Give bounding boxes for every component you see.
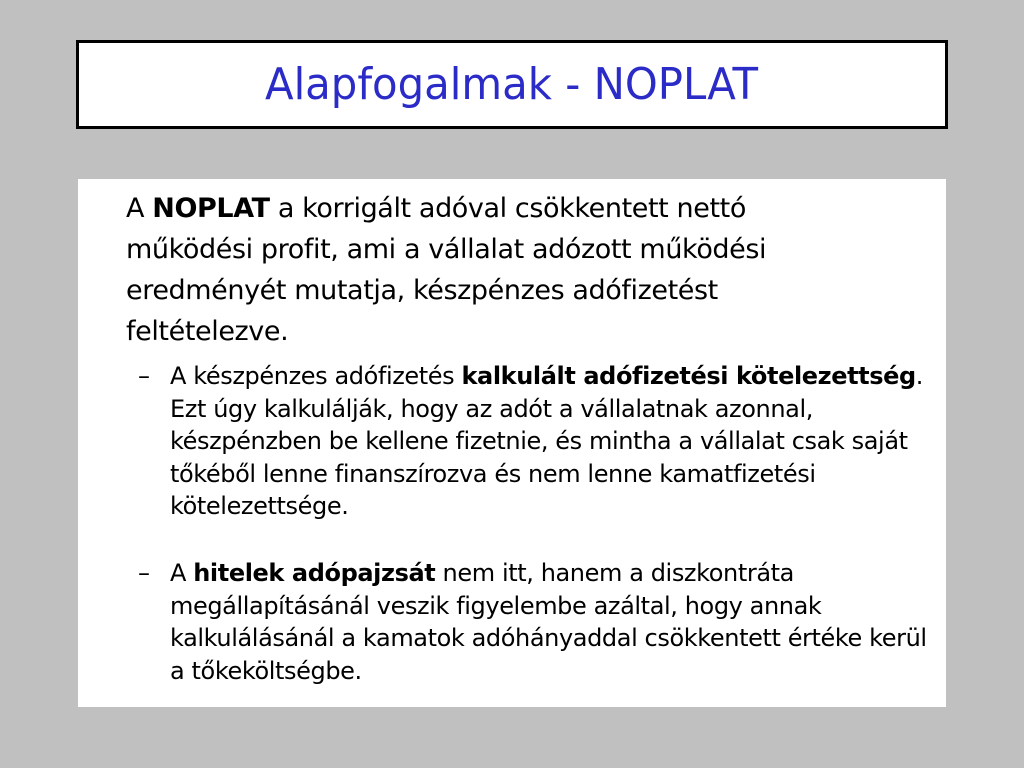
main-paragraph-rest: a korrigált adóval csökkentett nettó működési profit, ami a vállalat adózott működési eredményét mutatja, készpénzes adófizetést feltételezve. bbox=[126, 193, 767, 347]
bullet-1-prefix: A készpénzes adófizetés bbox=[170, 362, 462, 390]
bullet-2-rest: nem itt, hanem a diszkontráta megállapításánál veszik figyelembe azáltal, hogy annak kalkulálásánál a kamatok adóhányaddal csökkentett értéke kerül a tőkeköltségbe. bbox=[170, 559, 927, 685]
main-paragraph-prefix: A bbox=[126, 193, 153, 224]
bullet-item-1 bbox=[138, 360, 942, 523]
bullet-1-bold: kalkulált adófizetési kötelezettség bbox=[461, 362, 916, 390]
bullet-2-prefix: A bbox=[170, 559, 194, 587]
bullet-item-2 bbox=[138, 557, 942, 687]
title-box bbox=[76, 40, 948, 129]
slide-title: Alapfogalmak - NOPLAT bbox=[265, 59, 759, 110]
bullet-2-bold: hitelek adópajzsát bbox=[193, 559, 436, 587]
bullet-dash-2: – bbox=[138, 559, 150, 587]
main-paragraph-bold: NOPLAT bbox=[152, 193, 270, 224]
bullet-1-rest: . Ezt úgy kalkulálják, hogy az adót a vállalatnak azonnal, készpénzben be kellene fizetnie, és mintha a vállalat csak saját tőkéből lenne finanszírozva és nem lenne kamatfizetési kötelezettsége. bbox=[170, 362, 924, 520]
content-box bbox=[78, 179, 946, 707]
main-paragraph bbox=[126, 188, 856, 352]
bullet-dash-1: – bbox=[138, 362, 150, 390]
